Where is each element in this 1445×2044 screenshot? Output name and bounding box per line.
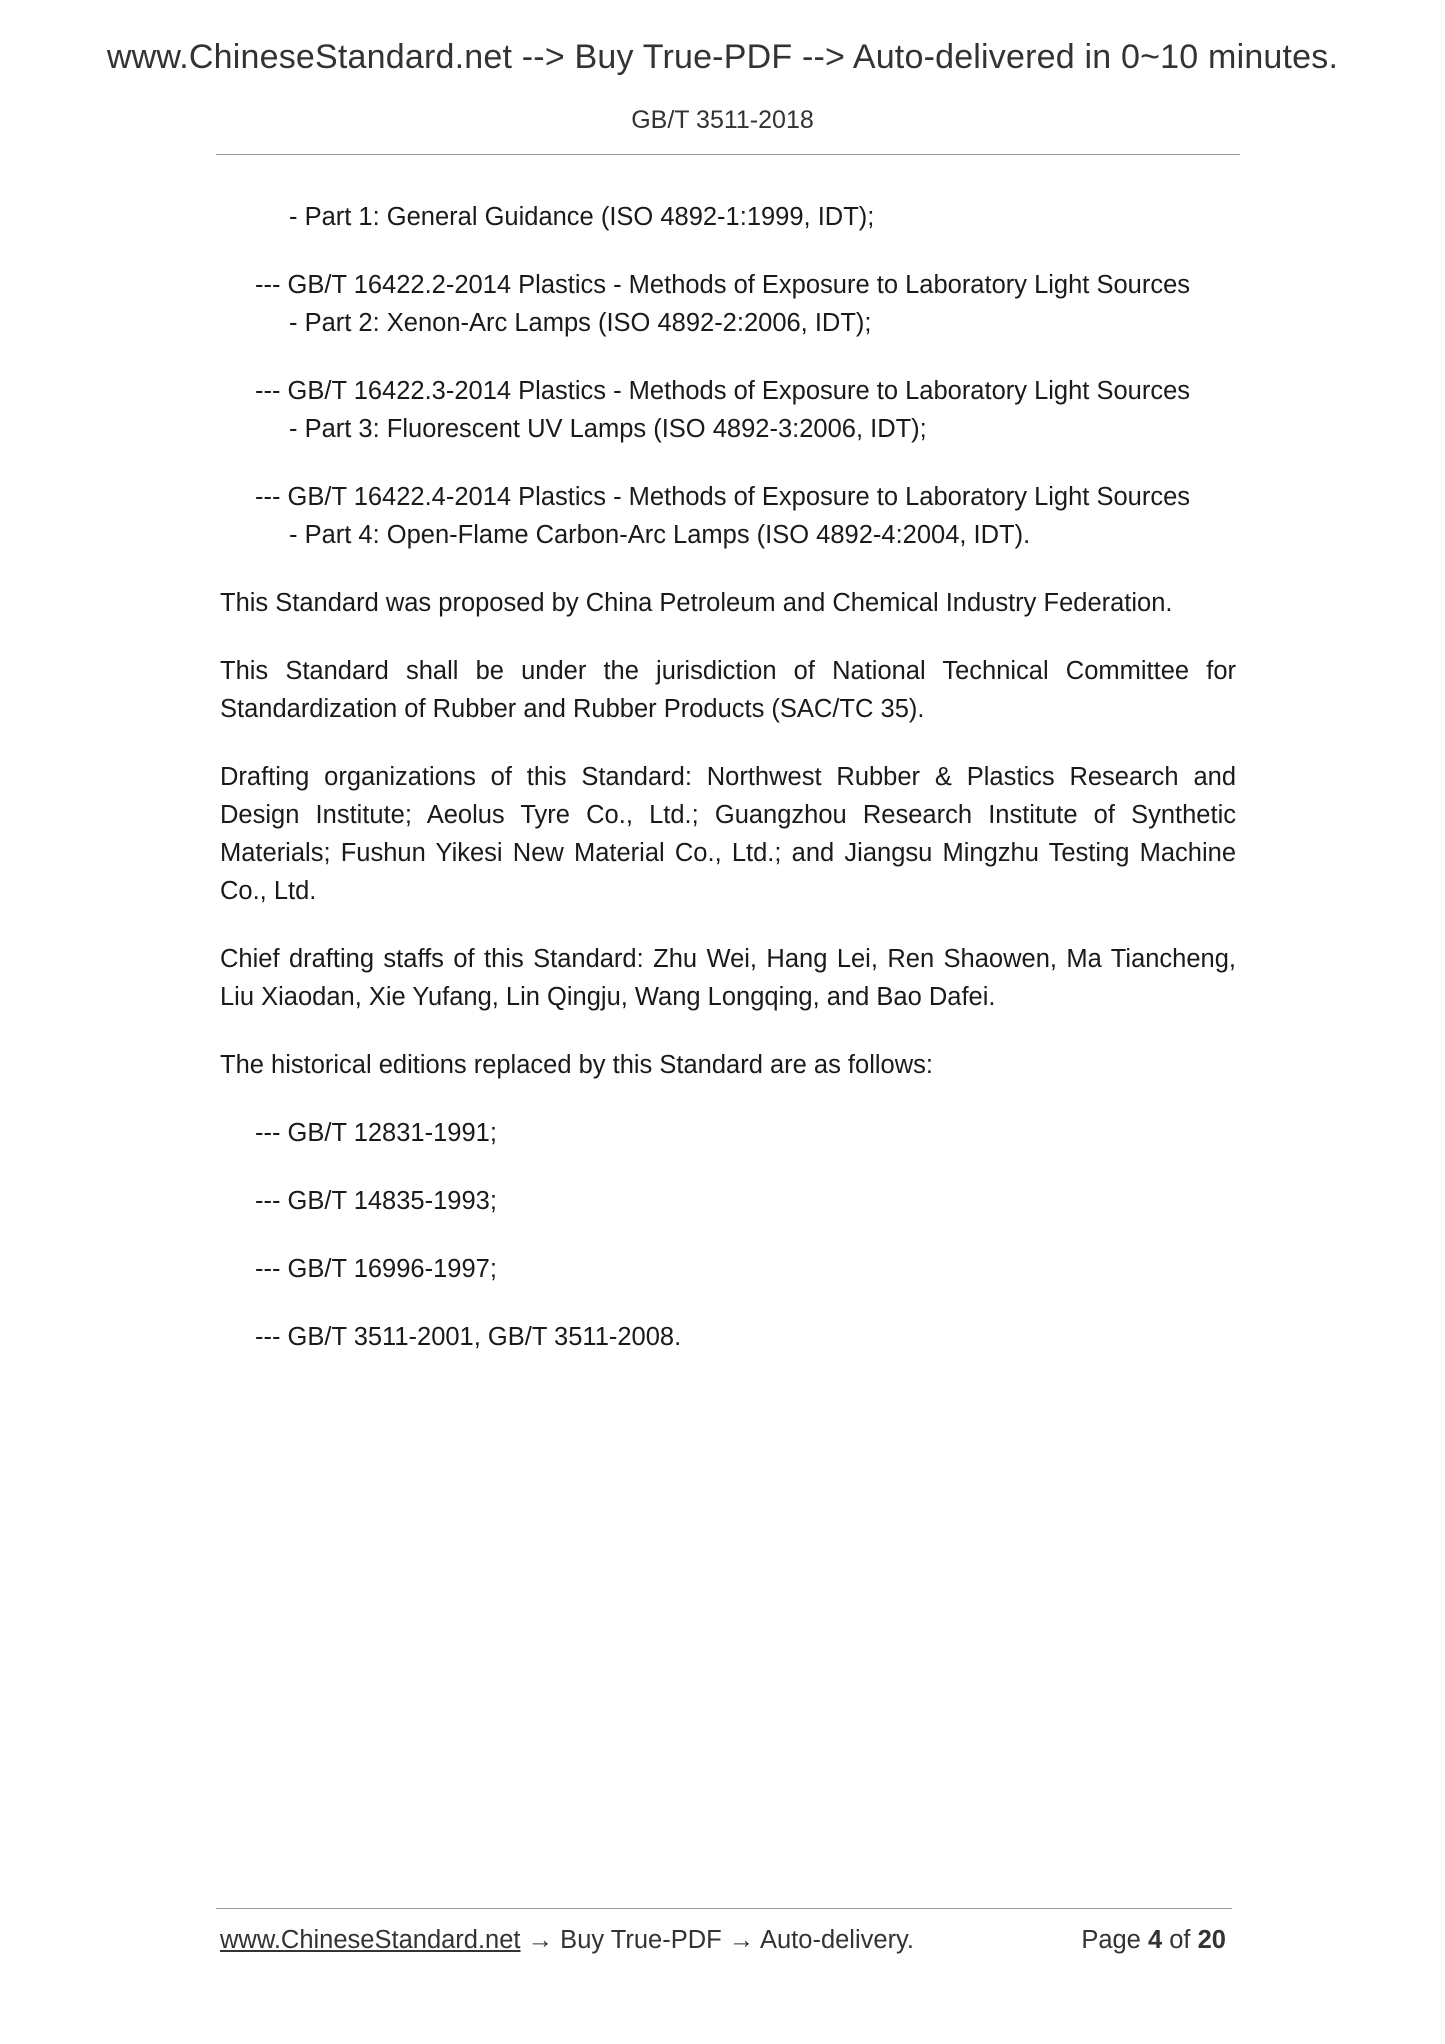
drafting-staff-paragraph: Chief drafting staffs of this Standard: Zhu Wei, Hang Lei, Ren Shaowen, Ma Tiancheng, Liu Xiaodan, Xie Yufang, Lin Qingju, Wang Longqing, and Bao Dafei. [220,945,1236,1011]
page-total: 20 [1197,1926,1226,1954]
footer-tagline: → Buy True-PDF → Auto-delivery. [520,1926,914,1954]
footer-divider [216,1908,1232,1909]
historical-edition-item: --- GB/T 3511-2001, GB/T 3511-2008. [255,1323,682,1351]
page-number [1081,1926,1226,1955]
historical-editions-intro: The historical editions replaced by this Standard are as follows: [220,1051,933,1079]
reference-entry-part: - Part 2: Xenon-Arc Lamps (ISO 4892-2:2006, IDT); [289,309,872,337]
header-divider [216,154,1240,155]
page-label: Page [1081,1926,1141,1954]
list-continuation: - Part 1: General Guidance (ISO 4892-1:1999, IDT); [289,203,875,231]
drafting-organizations-paragraph: Drafting organizations of this Standard: Northwest Rubber & Plastics Research and Design Institute; Aeolus Tyre Co., Ltd.; Guangzhou Research Institute of Synthetic Materials; Fushun Yikesi New Material Co., Ltd.; and Jiangsu Mingzhu Testing Machine Co., Ltd. [220,763,1236,905]
footer-site-link[interactable]: www.ChineseStandard.net [220,1926,521,1954]
proposed-by-paragraph: This Standard was proposed by China Petroleum and Chemical Industry Federation. [220,589,1173,617]
page-of-label: of [1169,1926,1191,1954]
reference-entry-part2 [220,266,1236,342]
historical-edition-item: --- GB/T 16996-1997; [255,1255,497,1283]
page-current: 4 [1147,1926,1163,1954]
document-code: GB/T 3511-2018 [631,106,814,134]
reference-entry-part: - Part 3: Fluorescent UV Lamps (ISO 4892-3:2006, IDT); [289,415,927,443]
historical-edition-item: --- GB/T 14835-1993; [255,1187,497,1215]
reference-entry-title: --- GB/T 16422.3-2014 Plastics - Methods of Exposure to Laboratory Light Sources [255,377,1191,405]
historical-edition-item: --- GB/T 12831-1991; [255,1119,497,1147]
footer-promo [220,1926,914,1955]
reference-entry-part3 [220,372,1236,448]
document-body [220,198,1236,1386]
reference-entry-part4 [220,478,1236,554]
reference-entry-part: - Part 4: Open-Flame Carbon-Arc Lamps (ISO 4892-4:2004, IDT). [289,521,1031,549]
reference-entry-title: --- GB/T 16422.2-2014 Plastics - Methods of Exposure to Laboratory Light Sources [255,271,1191,299]
reference-entry-title: --- GB/T 16422.4-2014 Plastics - Methods of Exposure to Laboratory Light Sources [255,483,1191,511]
site-banner: www.ChineseStandard.net --> Buy True-PDF --> Auto-delivered in 0~10 minutes. [106,38,1339,76]
jurisdiction-paragraph: This Standard shall be under the jurisdiction of National Technical Committee for Standardization of Rubber and Rubber Products (SAC/TC 35). [220,657,1236,723]
